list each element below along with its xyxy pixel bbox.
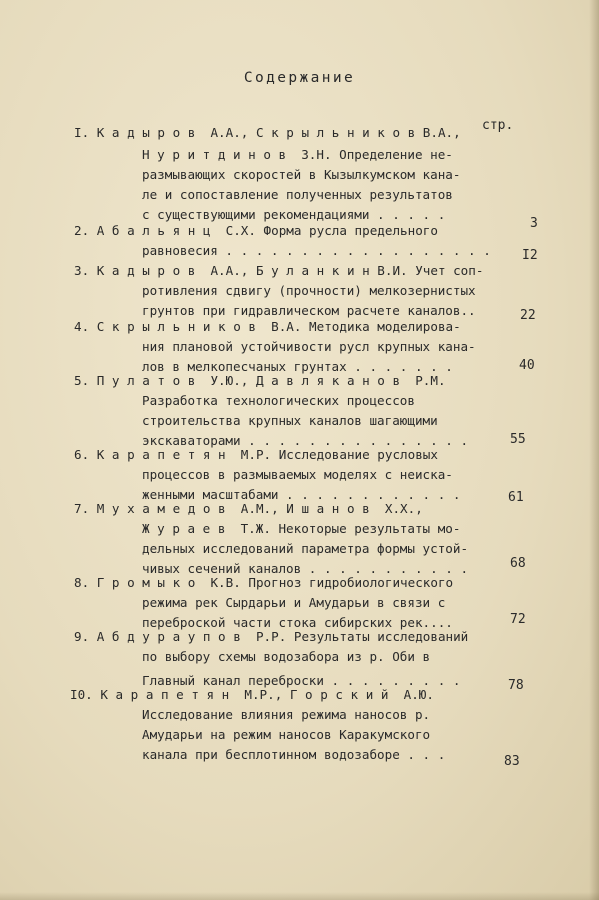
toc-entry-line: с существующими рекомендациями . . . . .	[142, 207, 446, 222]
toc-page-number: 3	[530, 216, 538, 231]
toc-page-number: 22	[520, 308, 536, 323]
toc-entry-line: 6. К а р а п е т я н М.Р. Исследование русловых	[74, 447, 438, 462]
toc-page-number: 72	[510, 612, 526, 627]
toc-page-number: 40	[519, 358, 535, 373]
page-edge-shadow	[589, 0, 599, 900]
toc-entry-line: 9. А б д у р а у п о в Р.Р. Результаты исследований	[74, 629, 469, 644]
toc-entry-line: Исследование влияния режима наносов р.	[142, 707, 431, 722]
toc-entry-line: процессов в размываемых моделях с неиска-	[142, 467, 453, 482]
toc-entry-line: Разработка технологических процессов	[142, 393, 415, 408]
toc-entry-line: 8. Г р о м ы к о К.В. Прогноз гидробиологического	[74, 575, 454, 590]
page-title: Содержание	[243, 70, 356, 86]
toc-page-number: 61	[508, 490, 524, 505]
toc-page-number: 68	[510, 556, 526, 571]
page-column-header: стр.	[482, 118, 514, 133]
toc-entry-line: Главный канал переброски . . . . . . . . .	[142, 673, 461, 688]
toc-entry-line: ния плановой устойчивости русл крупных кана-	[142, 339, 476, 354]
toc-entry-line: Ж у р а е в Т.Ж. Некоторые результаты мо-	[142, 521, 461, 536]
toc-entry-line: по выбору схемы водозабора из р. Оби в	[142, 649, 431, 664]
toc-entry-line: размывающих скоростей в Кызылкумском кана-	[142, 167, 461, 182]
toc-page-number: 78	[508, 678, 524, 693]
toc-page-number: 55	[510, 432, 526, 447]
toc-entry-line: лов в мелкопесчаных грунтах . . . . . . .	[142, 359, 453, 374]
page-bottom-shadow	[0, 892, 599, 900]
toc-entry-line: ротивления сдвигу (прочности) мелкозернистых	[142, 283, 476, 298]
toc-entry-line: дельных исследований параметра формы устой-	[142, 541, 469, 556]
toc-entry-line: 2. А б а л ь я н ц С.Х. Форма русла предельного	[74, 223, 438, 238]
toc-entry-line: 7. М у х а м е д о в А.М., И ш а н о в Х.Х.,	[74, 501, 423, 516]
toc-entry-line: Амударьи на режим наносов Каракумского	[142, 727, 431, 742]
toc-page-number: 83	[504, 754, 520, 769]
toc-page-number: I2	[522, 248, 538, 263]
toc-entry-line: чивых сечений каналов . . . . . . . . . . .	[142, 561, 469, 576]
toc-entry-line: 3. К а д ы р о в А.А., Б у л а н к и н В.И. Учет соп-	[74, 263, 484, 278]
toc-entry-line: I. К а д ы р о в А.А., С к р ы л ь н и к о в В.А.,	[74, 125, 461, 140]
toc-entry-line: переброской части стока сибирских рек....	[142, 615, 453, 630]
toc-entry-line: ле и сопоставление полученных результатов	[142, 187, 453, 202]
toc-entry-line: 5. П у л а т о в У.Ю., Д а в л я к а н о в Р.М.	[74, 373, 446, 388]
toc-entry-line: Н у р и т д и н о в З.Н. Определение не-	[142, 147, 453, 162]
toc-entry-line: экскаваторами . . . . . . . . . . . . . . .	[142, 433, 469, 448]
toc-entry-line: равновесия . . . . . . . . . . . . . . . . . .	[142, 243, 491, 258]
toc-entry-line: I0. К а р а п е т я н М.Р., Г о р с к и й А.Ю.	[70, 687, 434, 702]
toc-entry-line: грунтов при гидравлическом расчете каналов..	[142, 303, 476, 318]
toc-entry-line: канала при бесплотинном водозаборе . . .	[142, 747, 446, 762]
toc-entry-line: строительства крупных каналов шагающими	[142, 413, 438, 428]
toc-entry-line: режима рек Сырдарьи и Амударьи в связи с	[142, 595, 446, 610]
toc-entry-line: 4. С к р ы л ь н и к о в В.А. Методика моделирова-	[74, 319, 461, 334]
toc-entry-line: женными масштабами . . . . . . . . . . . .	[142, 487, 461, 502]
